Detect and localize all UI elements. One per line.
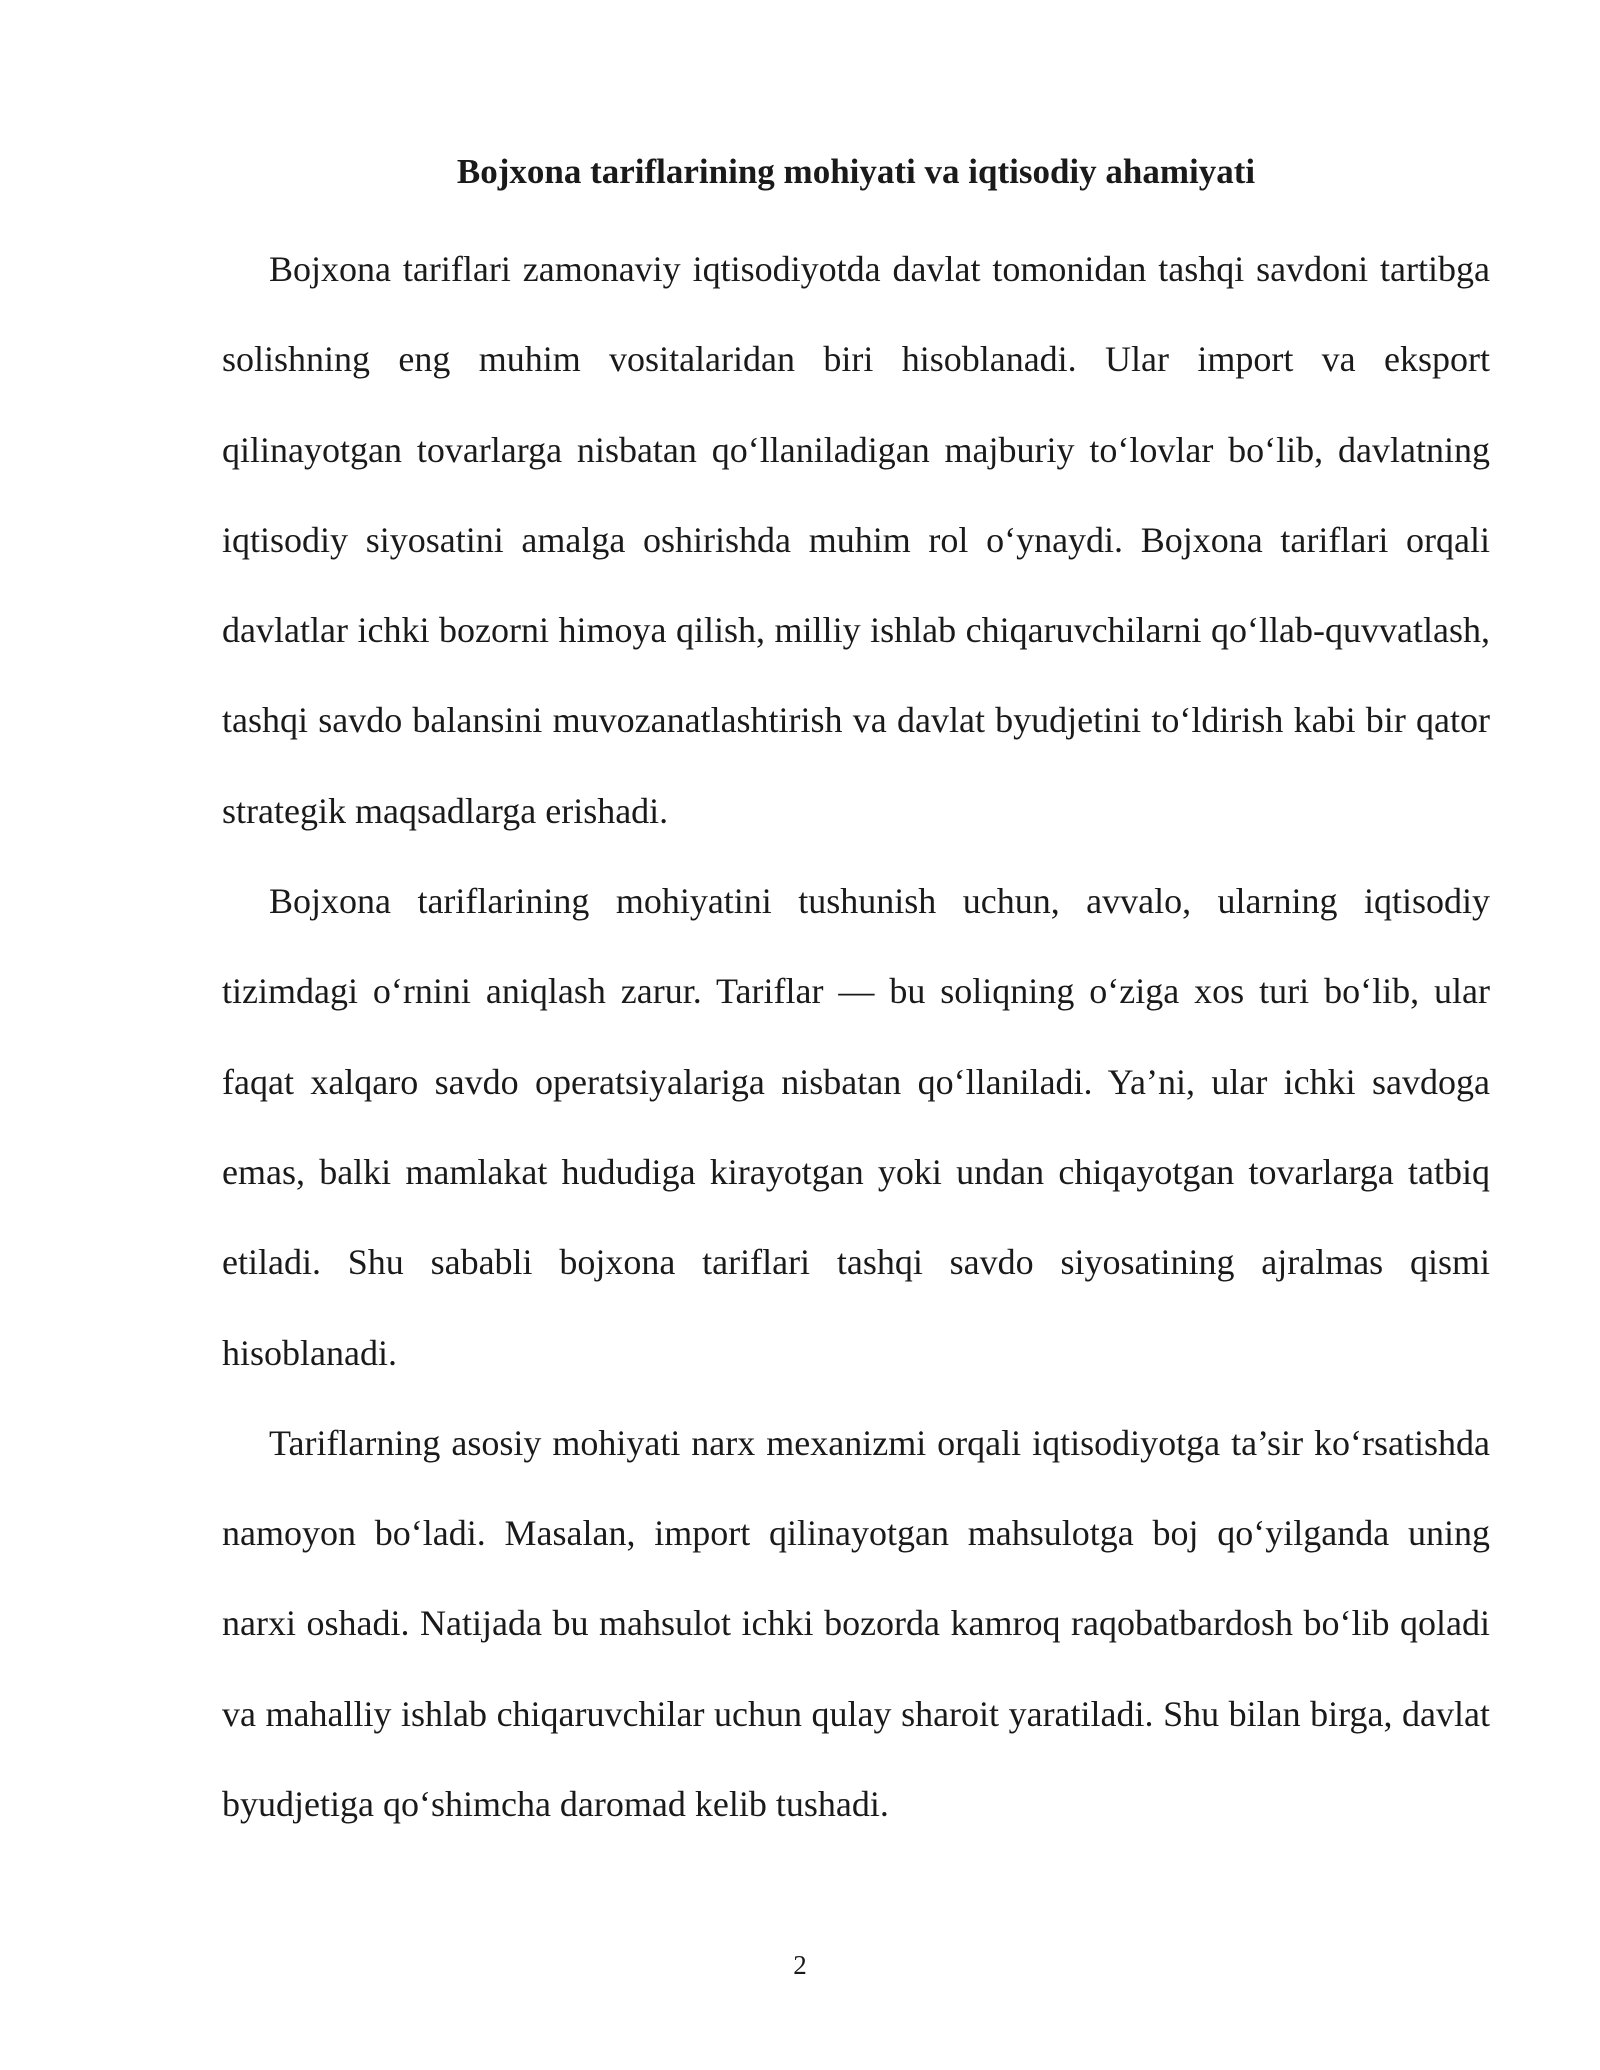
paragraph-3: Tariflarning asosiy mohiyati narx mexanizmi orqali iqtisodiyotga ta’sir ko‘rsatishda namoyon bo‘ladi. Masalan, import qilinayotgan mahsulotga boj qo‘yilganda uning narxi oshadi. Natijada bu mahsulot ichki bozorda kamroq raqobatbardosh bo‘lib qoladi va mahalliy ishlab chiqaruvchilar uchun qulay sharoit yaratiladi. Shu bilan birga, davlat byudjetiga qo‘shimcha daromad kelib tushadi. [222,1422,1490,1825]
page-number: 2 [793,1950,807,1980]
paragraph-2: Bojxona tariflarining mohiyatini tushunish uchun, avvalo, ularning iqtisodiy tizimdagi o‘rnini aniqlash zarur. Tariflar — bu soliqning o‘ziga xos turi bo‘lib, ular faqat xalqaro savdo operatsiyalariga nisbatan qo‘llaniladi. Ya’ni, ular ichki savdoga emas, balki mamlakat hududiga kirayotgan yoki undan chiqayotgan tovarlarga tatbiq etiladi. Shu sababli bojxona tariflari tashqi savdo siyosatining ajralmas qismi hisoblanadi. [222,881,1490,1373]
document-title: Bojxona tariflarining mohiyati va iqtisodiy ahamiyati [456,152,1256,191]
document-body [222,224,1490,1849]
paragraph-1: Bojxona tariflari zamonaviy iqtisodiyotda davlat tomonidan tashqi savdoni tartibga solishning eng muhim vositalaridan biri hisoblanadi. Ular import va eksport qilinayotgan tovarlarga nisbatan qo‘llaniladigan majburiy to‘lovlar bo‘lib, davlatning iqtisodiy siyosatini amalga oshirishda muhim rol o‘ynaydi. Bojxona tariflari orqali davlatlar ichki bozorni himoya qilish, milliy ishlab chiqaruvchilarni qo‘llab-quvvatlash, tashqi savdo balansini muvozanatlashtirish va davlat byudjetini to‘ldirish kabi bir qator strategik maqsadlarga erishadi. [222,249,1490,831]
